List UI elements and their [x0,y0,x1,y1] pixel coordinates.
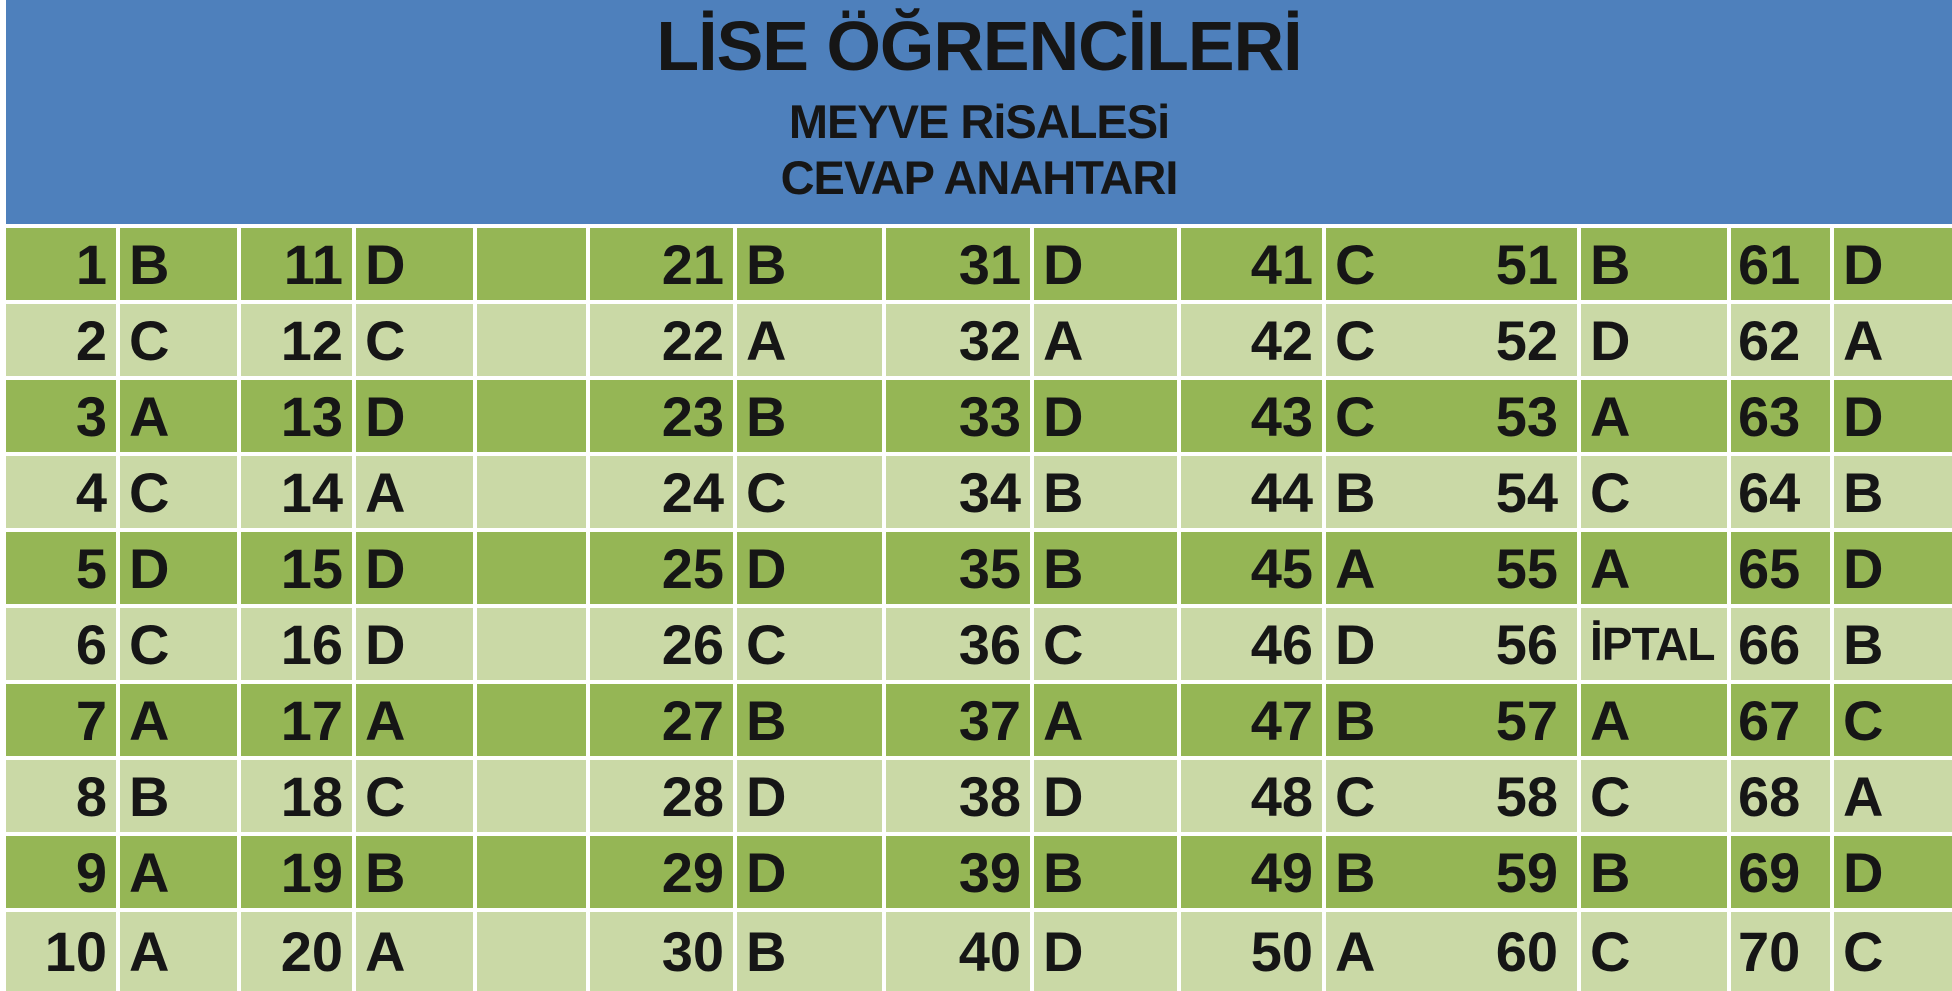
header-banner [6,0,1952,224]
question-number-cell: 1 [6,228,116,300]
answer-letter-cell [1834,912,1952,991]
question-number-cell: 69 [1731,836,1830,908]
question-number-cell: 66 [1731,608,1830,680]
question-number-cell: 10 [6,912,116,991]
answer-letter: A [129,688,170,752]
answer-letter-cell [1034,532,1177,604]
question-number-cell: 32 [886,304,1030,376]
answer-and-number-merged-cell [1326,608,1577,680]
answer-letter-cell [356,912,473,991]
question-number-cell: 14 [241,456,352,528]
question-number-cell: 35 [886,532,1030,604]
question-number-cell: 68 [1731,760,1830,832]
empty-spacer-cell [477,380,586,452]
answer-letter-cell [1834,760,1952,832]
question-number-cell: 36 [886,608,1030,680]
answer-letter: B [129,232,170,296]
empty-spacer-cell [477,228,586,300]
question-number: 54 [1495,460,1558,524]
answer-letter: A [1843,308,1884,372]
answer-letter-cell [1834,836,1952,908]
question-number-cell: 61 [1731,228,1830,300]
answer-letter: B [1335,460,1376,524]
answer-letter: B [1843,460,1884,524]
answer-letter-cell [120,456,237,528]
answer-letter-cell [120,532,237,604]
empty-spacer-cell [477,532,586,604]
answer-letter: C [1335,232,1376,296]
answer-letter: C [129,612,170,676]
question-number-cell: 3 [6,380,116,452]
answer-letter-cell [356,304,473,376]
question-number-cell: 44 [1181,456,1322,528]
answer-letter-cell [356,228,473,300]
answer-letter: B [365,840,406,904]
question-number-cell: 8 [6,760,116,832]
answer-letter-cell [356,608,473,680]
answer-letter: A [1843,764,1884,828]
question-number-cell: 23 [590,380,733,452]
answer-letter: D [746,840,787,904]
answer-and-number-merged-cell [1326,836,1577,908]
answer-letter: C [1843,688,1884,752]
question-number-cell: 39 [886,836,1030,908]
answer-letter-cell [1034,912,1177,991]
answer-letter: C [1335,764,1376,828]
answer-letter: D [365,536,406,600]
question-number-cell: 64 [1731,456,1830,528]
answer-letter: A [746,308,787,372]
answer-and-number-merged-cell [1326,380,1577,452]
answer-letter: A [1590,384,1631,448]
question-number-cell: 28 [590,760,733,832]
answer-letter: B [1043,460,1084,524]
answer-letter-cell [1034,456,1177,528]
answer-letter-cell [737,760,882,832]
question-number: 57 [1495,688,1558,752]
answer-letter-cell [356,836,473,908]
question-number-cell: 70 [1731,912,1830,991]
answer-letter-cell [120,228,237,300]
answer-letter: C [365,764,406,828]
answer-letter: D [1043,384,1084,448]
question-number-cell: 26 [590,608,733,680]
answer-letter: D [746,764,787,828]
answer-letter: C [129,460,170,524]
answer-letter-cell [737,912,882,991]
question-number-cell: 41 [1181,228,1322,300]
answer-letter: B [1335,840,1376,904]
question-number-cell: 20 [241,912,352,991]
answer-letter: C [1335,384,1376,448]
answer-letter: A [365,920,406,983]
question-number-cell: 37 [886,684,1030,756]
question-number-cell: 30 [590,912,733,991]
answer-letter: C [129,308,170,372]
question-number-cell: 63 [1731,380,1830,452]
answer-letter-cell [120,836,237,908]
answer-letter: D [365,612,406,676]
answer-letter: D [1043,920,1084,983]
answer-letter-cell [1581,760,1727,832]
answer-letter: B [129,764,170,828]
answer-letter: A [129,384,170,448]
question-number-cell: 65 [1731,532,1830,604]
answer-letter-cell [1581,380,1727,452]
answer-letter: A [1590,536,1631,600]
page-title: LİSE ÖĞRENCİLERİ [656,7,1302,85]
question-number-cell: 27 [590,684,733,756]
question-number-cell: 7 [6,684,116,756]
answer-letter: B [1335,688,1376,752]
question-number: 58 [1495,764,1558,828]
question-number-cell: 42 [1181,304,1322,376]
answer-letter: C [746,460,787,524]
answer-letter: B [1590,232,1631,296]
answer-letter: D [1843,840,1884,904]
question-number: 56 [1495,612,1558,676]
answer-letter-cell [1834,608,1952,680]
answer-letter-cell [1034,608,1177,680]
empty-spacer-cell [477,456,586,528]
answer-letter-cell [1834,456,1952,528]
answer-and-number-merged-cell [1326,760,1577,832]
answer-letter-cell [737,304,882,376]
answer-and-number-merged-cell [1326,456,1577,528]
answer-letter: D [1843,232,1884,296]
answer-letter: C [1043,612,1084,676]
answer-letter: D [1590,308,1631,372]
question-number: 52 [1495,308,1558,372]
answer-letter: A [365,688,406,752]
question-number-cell: 45 [1181,532,1322,604]
answer-letter: A [129,920,170,983]
answer-letter: D [129,536,170,600]
answer-letter-cell [1581,684,1727,756]
answer-letter-cell [1581,456,1727,528]
answer-letter-cell [356,532,473,604]
answer-letter: C [1590,764,1631,828]
answer-letter: İPTAL [1590,618,1715,670]
answer-letter: B [1843,612,1884,676]
answer-letter: B [1043,536,1084,600]
question-number: 59 [1495,840,1558,904]
question-number-cell: 6 [6,608,116,680]
answer-letter: B [1590,840,1631,904]
answer-letter-cell [1834,380,1952,452]
answer-and-number-merged-cell [1326,304,1577,376]
answer-letter: D [746,536,787,600]
answer-letter: A [1043,688,1084,752]
answer-letter-cell [1581,836,1727,908]
question-number-cell: 50 [1181,912,1322,991]
answer-letter: C [1335,308,1376,372]
answer-letter: B [746,920,787,983]
answer-letter: A [365,460,406,524]
question-number-cell: 48 [1181,760,1322,832]
question-number-cell: 18 [241,760,352,832]
answer-letter: B [1043,840,1084,904]
answer-letter-cell [1034,684,1177,756]
answer-letter-cell [1581,228,1727,300]
question-number: 51 [1495,232,1558,296]
page-subtitle: MEYVE RiSALESi [788,95,1170,148]
question-number-cell: 5 [6,532,116,604]
question-number: 60 [1495,920,1558,983]
question-number: 55 [1495,536,1558,600]
answer-letter-cell [1034,836,1177,908]
answer-letter: A [1335,920,1376,983]
question-number-cell: 31 [886,228,1030,300]
question-number-cell: 21 [590,228,733,300]
question-number-cell: 40 [886,912,1030,991]
question-number-cell: 15 [241,532,352,604]
question-number-cell: 47 [1181,684,1322,756]
answer-letter-cell [356,380,473,452]
answer-letter-cell [1034,228,1177,300]
answer-letter: A [129,840,170,904]
answer-key-table [0,228,1952,991]
answer-letter-cell [1034,380,1177,452]
answer-letter-cell [120,380,237,452]
question-number-cell: 13 [241,380,352,452]
answer-and-number-merged-cell [1326,228,1577,300]
answer-letter: A [1590,688,1631,752]
question-number-cell: 22 [590,304,733,376]
answer-letter-cell [120,760,237,832]
question-number-cell: 16 [241,608,352,680]
answer-letter: D [1843,384,1884,448]
empty-spacer-cell [477,760,586,832]
question-number-cell: 34 [886,456,1030,528]
answer-letter-cell [120,912,237,991]
answer-letter-cell [737,380,882,452]
answer-letter: C [1843,920,1884,983]
answer-letter: B [746,688,787,752]
empty-spacer-cell [477,608,586,680]
answer-letter-cell [737,532,882,604]
question-number-cell: 62 [1731,304,1830,376]
answer-letter-cell [1581,532,1727,604]
answer-letter: D [1043,232,1084,296]
answer-letter-cell [1834,304,1952,376]
answer-letter: C [1590,460,1631,524]
question-number-cell: 67 [1731,684,1830,756]
answer-letter: A [1043,308,1084,372]
question-number-cell: 25 [590,532,733,604]
question-number-cell: 4 [6,456,116,528]
question-number-cell: 43 [1181,380,1322,452]
answer-letter-cell [120,304,237,376]
answer-letter: D [1335,612,1376,676]
answer-letter-cell [356,456,473,528]
question-number-cell: 24 [590,456,733,528]
answer-letter: C [365,308,406,372]
answer-letter-cell [1834,684,1952,756]
question-number: 53 [1495,384,1558,448]
question-number-cell: 46 [1181,608,1322,680]
answer-letter-cell [356,760,473,832]
question-number-cell: 2 [6,304,116,376]
answer-letter: B [746,384,787,448]
question-number-cell: 49 [1181,836,1322,908]
answer-letter-cell [1581,608,1727,680]
answer-key-label: CEVAP ANAHTARI [780,151,1178,204]
answer-and-number-merged-cell [1326,684,1577,756]
answer-letter-cell [1034,760,1177,832]
answer-letter: B [746,232,787,296]
answer-letter: D [1843,536,1884,600]
answer-and-number-merged-cell [1326,912,1577,991]
empty-spacer-cell [477,836,586,908]
answer-letter: C [746,612,787,676]
answer-letter-cell [737,608,882,680]
answer-letter: D [365,384,406,448]
answer-letter-cell [1581,912,1727,991]
answer-letter-cell [737,456,882,528]
answer-and-number-merged-cell [1326,532,1577,604]
question-number-cell: 17 [241,684,352,756]
answer-letter: A [1335,536,1376,600]
answer-letter: C [1590,920,1631,983]
answer-letter-cell [1834,532,1952,604]
question-number-cell: 9 [6,836,116,908]
question-number-cell: 33 [886,380,1030,452]
question-number-cell: 29 [590,836,733,908]
answer-letter-cell [120,684,237,756]
answer-letter-cell [737,836,882,908]
answer-letter: D [1043,764,1084,828]
empty-spacer-cell [477,912,586,991]
question-number-cell: 11 [241,228,352,300]
empty-spacer-cell [477,304,586,376]
answer-letter-cell [1834,228,1952,300]
answer-letter-cell [356,684,473,756]
answer-letter: D [365,232,406,296]
answer-letter-cell [737,684,882,756]
empty-spacer-cell [477,684,586,756]
question-number-cell: 38 [886,760,1030,832]
answer-letter-cell [120,608,237,680]
answer-letter-cell [1034,304,1177,376]
answer-letter-cell [737,228,882,300]
question-number-cell: 19 [241,836,352,908]
answer-letter-cell [1581,304,1727,376]
question-number-cell: 12 [241,304,352,376]
